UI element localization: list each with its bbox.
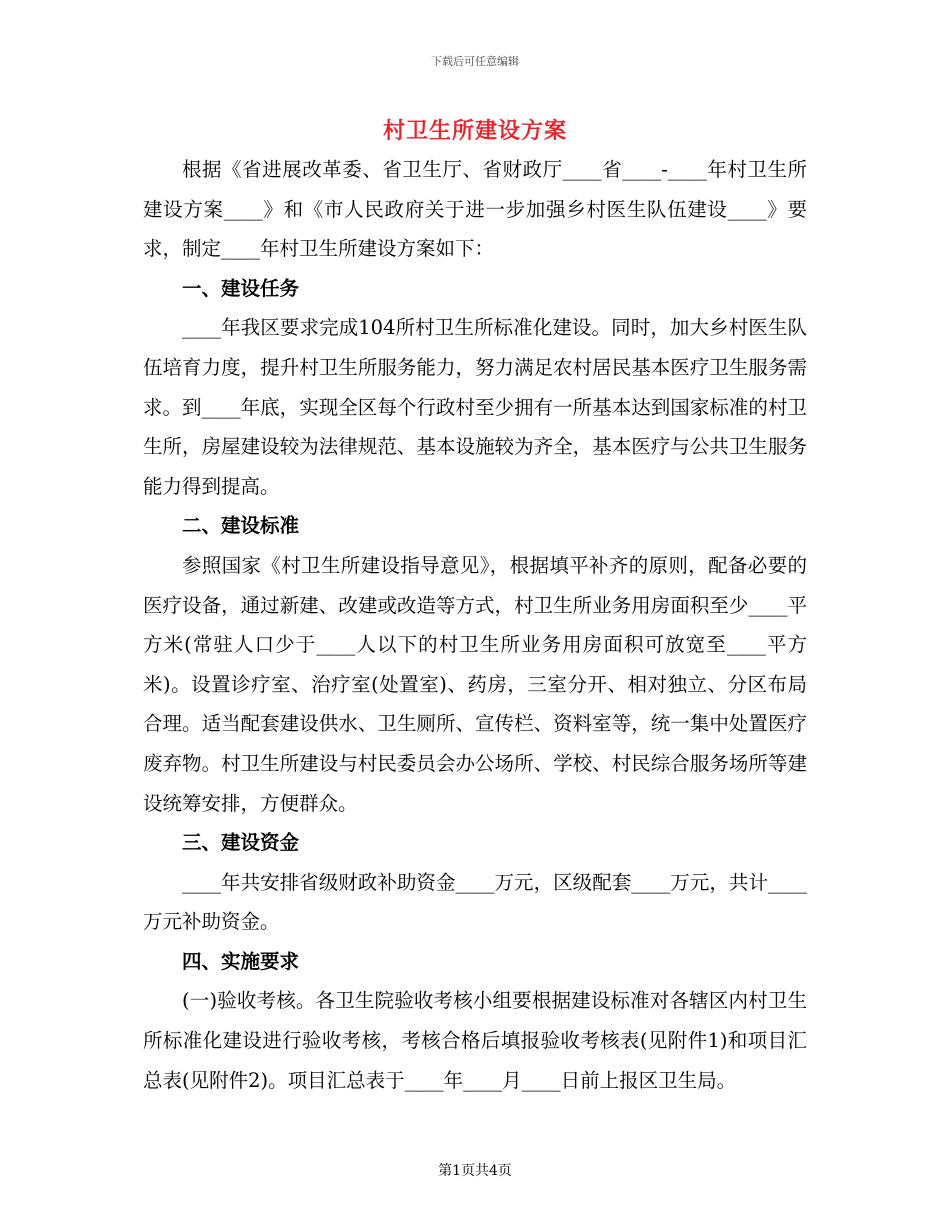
page-number-footer: 第1页共4页 [438,1163,512,1179]
section-heading-implementation-requirements: 四、实施要求 [182,949,300,973]
intro-paragraph: 根据《省进展改革委、省卫生厅、省财政厅____省____-____年村卫生所建设方案____》和《市人民政府关于进一步加强乡村医生队伍建设____》要求，制定____年村卫生所建设方案如下： [143,158,807,261]
construction-funds-paragraph: ____年共安排省级财政补助资金____万元，区级配套____万元，共计____万元补助资金。 [143,870,807,934]
section-heading-construction-task: 一、建设任务 [182,276,300,300]
section-heading-construction-funds: 三、建设资金 [182,831,300,855]
header-note: 下载后可任意编辑 [431,55,519,68]
construction-standard-paragraph: 参照国家《村卫生所建设指导意见》，根据填平补齐的原则，配备必要的医疗设备，通过新建、改建或改造等方式，村卫生所业务用房面积至少____平方米(常驻人口少于____人以下的村卫生所业务用房面积可放宽至____平方米)。设置诊疗室、治疗室(处置室)、药房，三室分开、相对独立、分区布局合理。适当配套建设供水、卫生厕所、宣传栏、资料室等，统一集中处置医疗废弃物。村卫生所建设与村民委员会办公场所、学校、村民综合服务场所等建设统筹安排，方便群众。 [143,553,807,815]
section-heading-construction-standard: 二、建设标准 [182,514,300,538]
construction-task-paragraph: ____年我区要求完成104所村卫生所标准化建设。同时，加大乡村医生队伍培育力度，提升村卫生所服务能力，努力满足农村居民基本医疗卫生服务需求。到____年底，实现全区每个行政村至少拥有一所基本达到国家标准的村卫生所，房屋建设较为法律规范、基本设施较为齐全，基本医疗与公共卫生服务能力得到提高。 [143,316,807,498]
document-title: 村卫生所建设方案 [382,118,567,144]
document-body [143,150,807,1100]
implementation-requirements-paragraph: (一)验收考核。各卫生院验收考核小组要根据建设标准对各辖区内村卫生所标准化建设进行验收考核，考核合格后填报验收考核表(见附件1)和项目汇总表(见附件2)。项目汇总表于____年____月____日前上报区卫生局。 [143,989,807,1092]
